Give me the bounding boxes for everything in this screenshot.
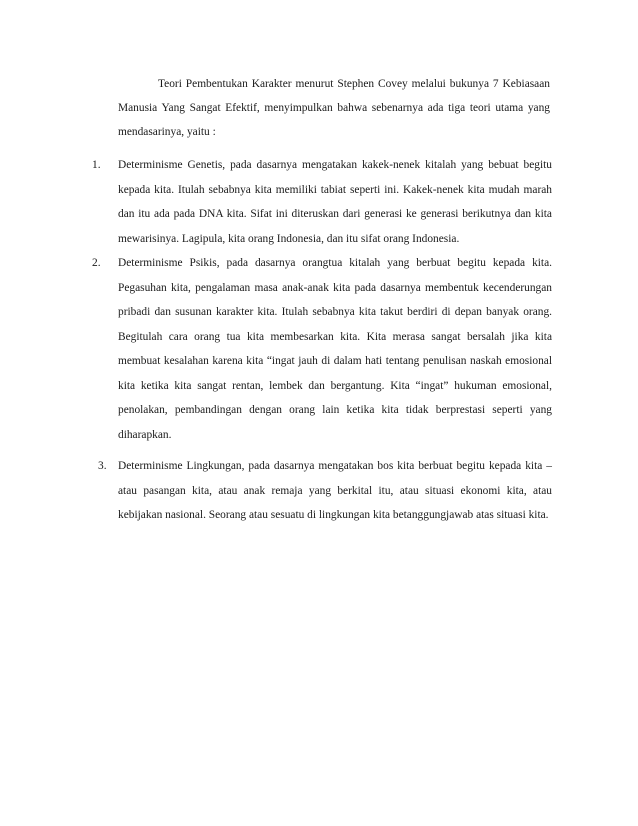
list-item <box>92 454 552 528</box>
intro-paragraph: Teori Pembentukan Karakter menurut Stephen Covey melalui bukunya 7 Kebiasaan Manusia Yang Sangat Efektif, menyimpulkan bahwa sebenarnya ada tiga teori utama yang mendasarinya, yaitu : <box>118 78 550 138</box>
list-item-text: Determinisme Lingkungan, pada dasarnya mengatakan bos kita berbuat begitu kepada kita – atau pasangan kita, atau anak remaja yang berkital itu, atau situasi ekonomi kita, atau kebijakan nasional. Seorang atau sesuatu di lingkungan kita betanggungjawab atas situasi kita. <box>118 460 552 521</box>
determinism-list-continued <box>92 454 552 528</box>
list-item-text: Determinisme Genetis, pada dasarnya mengatakan kakek-nenek kitalah yang bebuat begitu kepada kita. Itulah sebabnya kita memiliki tabiat seperti ini. Kakek-nenek kita mudah marah dan itu ada pada DNA kita. Sifat ini diteruskan dari generasi ke generasi berikutnya dan kita mewarisinya. Lagipula, kita orang Indonesia, dan itu sifat orang Indonesia. <box>118 159 552 245</box>
list-item-number: 1. <box>92 159 101 171</box>
list-item <box>92 251 552 447</box>
list-item-number: 3. <box>98 460 107 472</box>
list-item-text: Determinisme Psikis, pada dasarnya orangtua kitalah yang berbuat begitu kepada kita. Pegasuhan kita, pengalaman masa anak-anak kita pada dasarnya membentuk kecenderungan pribadi dan susunan karakter kita. Itulah sebabnya kita takut berdiri di depan banyak orang. Begitulah cara orang tua kita membesarkan kita. Kita merasa sangat bersalah jika kita membuat kesalahan karena kita “ingat jauh di dalam hati tentang penulisan naskah emosional kita ketika kita sangat rentan, lembek dan bergantung. Kita “ingat” hukuman emosional, penolakan, pembandingan dengan orang lain ketika kita tidak berprestasi seperti yang diharapkan. <box>118 257 552 441</box>
list-item-number: 2. <box>92 257 101 269</box>
determinism-list <box>92 153 552 447</box>
list-item <box>92 153 552 251</box>
